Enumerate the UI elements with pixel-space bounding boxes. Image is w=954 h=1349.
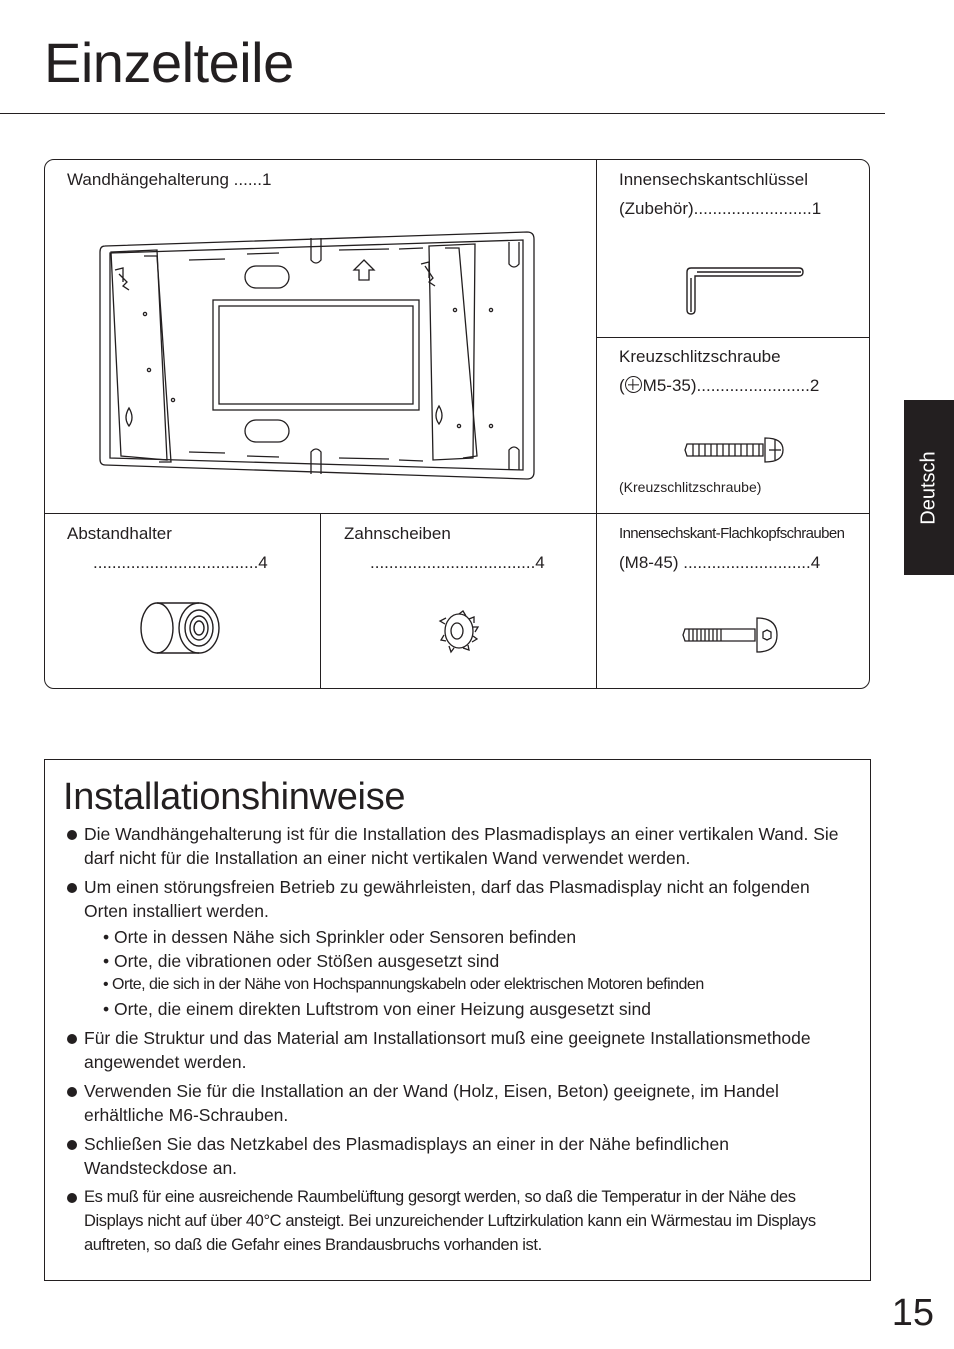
- phillips-head-icon: [625, 376, 642, 393]
- divider-horizontal-right: [596, 337, 869, 338]
- installation-notes-box: [44, 759, 871, 1281]
- parts-table: [44, 159, 870, 689]
- sub-item: • Orte, die vibrationen oder Stößen ausgesetzt sind: [103, 951, 500, 971]
- spacer-count: ...................................4: [93, 553, 268, 572]
- hex-key-count: (Zubehör).........................1: [619, 199, 822, 218]
- note-item: Es muß für eine ausreichende Raumbelüftung gesorgt werden, so daß die Temperatur in der Nähe des Displays nicht auf über 40°C ansteigt. Bei unzureichender Luftzirkulation kann ein Wärmestau im Displays auftreten, so daß die Gefahr eines Brandausbruchs vorhanden ist.: [67, 1185, 857, 1257]
- tooth-washer-count: ...................................4: [370, 553, 545, 572]
- sub-item: • Orte, die sich in der Nähe von Hochspannungskabeln oder elektrischen Motoren befinden: [103, 976, 704, 993]
- divider-vertical-bottom: [320, 513, 321, 688]
- note-item: Um einen störungsfreien Betrieb zu gewährleisten, darf das Plasmadisplay nicht an folgenden Orten installiert werden.: [67, 875, 857, 923]
- language-tab: [904, 400, 954, 575]
- page-number: 15: [891, 1292, 934, 1334]
- hex-key-label: Innensechskantschlüssel: [619, 170, 809, 189]
- phillips-screw-label: Kreuzschlitzschraube: [619, 347, 781, 366]
- note-item: Schließen Sie das Netzkabel des Plasmadisplays an einer in der Nähe befindlichen Wandsteckdose an.: [67, 1132, 857, 1180]
- phillips-screw-count-suffix: M5-35)........................2: [642, 376, 820, 395]
- bullet-icon: [67, 1087, 77, 1097]
- bullet-icon: [67, 1034, 77, 1044]
- sub-item: • Orte, die einem direkten Luftstrom von einer Heizung ausgesetzt sind: [103, 999, 651, 1019]
- spacer-icon: [137, 599, 223, 657]
- wall-bracket-label: Wandhängehalterung ......1: [67, 170, 272, 189]
- language-tab-label: Deutsch: [917, 450, 940, 525]
- phillips-screw-count-prefix: (: [619, 376, 625, 395]
- page-title: Einzelteile: [44, 31, 294, 94]
- location-sublist: [67, 925, 857, 1021]
- installation-notes-list: [67, 822, 857, 1262]
- divider-vertical-right: [596, 160, 597, 688]
- note-item: Die Wandhängehalterung ist für die Installation des Plasmadisplays an einer vertikalen Wand. Sie darf nicht für die Installation an einer nicht vertikalen Wand verwendet werden.: [67, 822, 857, 870]
- phillips-screw-note: (Kreuzschlitzschraube): [619, 479, 762, 495]
- tooth-washer-icon: [439, 610, 479, 652]
- installation-notes-title: Installationshinweise: [63, 776, 406, 818]
- wall-bracket-illustration: [99, 230, 535, 482]
- phillips-screw-icon: [683, 432, 787, 468]
- note-item: Für die Struktur und das Material am Installationsort muß eine geeignete Installationsmethode angewendet werden.: [67, 1026, 857, 1074]
- bullet-icon: [67, 1193, 77, 1203]
- tooth-washer-label: Zahnscheiben: [344, 524, 451, 543]
- sub-item: • Orte in dessen Nähe sich Sprinkler oder Sensoren befinden: [103, 927, 577, 947]
- hex-bolt-label: Innensechskant-Flachkopfschrauben: [619, 525, 845, 542]
- bullet-icon: [67, 883, 77, 893]
- bullet-icon: [67, 1140, 77, 1150]
- hex-bolt-count: (M8-45) ...........................4: [619, 553, 821, 572]
- bullet-icon: [67, 830, 77, 840]
- phillips-screw-count: [619, 371, 819, 400]
- hex-bolt-icon: [681, 616, 781, 654]
- divider-horizontal-middle: [45, 513, 869, 514]
- spacer-label: Abstandhalter: [67, 524, 172, 543]
- hex-key-icon: [679, 264, 805, 316]
- note-item: Verwenden Sie für die Installation an der Wand (Holz, Eisen, Beton) geeignete, im Handel erhältliche M6-Schrauben.: [67, 1079, 857, 1127]
- title-divider: [0, 113, 885, 114]
